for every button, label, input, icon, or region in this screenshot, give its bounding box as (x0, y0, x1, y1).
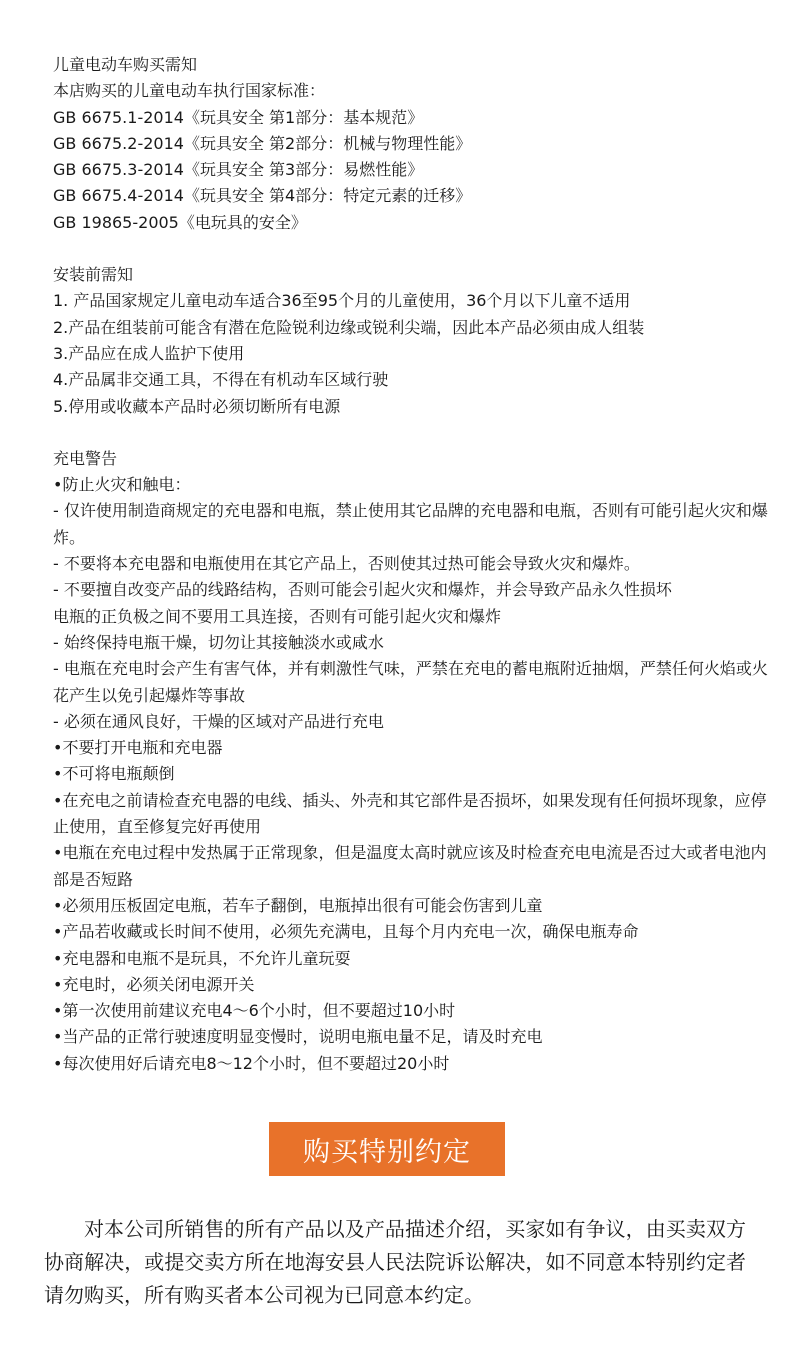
pre-install-item: 2.产品在组装前可能含有潜在危险锐利边缘或锐利尖端，因此本产品必须由成人组装 (53, 317, 645, 337)
pre-install-item: 3.产品应在成人监护下使用 (53, 343, 245, 363)
warning-item: •电瓶在充电过程中发热属于正常现象，但是温度太高时就应该及时检查充电电流是否过大或者电池内部是否短路 (53, 843, 767, 889)
warning-item: - 电瓶在充电时会产生有害气体，并有刺激性气味，严禁在充电的蓄电瓶附近抽烟，严禁任何火焰或火花产生以免引起爆炸等事故 (53, 659, 768, 705)
standard-line: GB 19865-2005《电玩具的安全》 (53, 212, 307, 232)
standard-line: GB 6675.1-2014《玩具安全 第1部分：基本规范》 (53, 107, 424, 127)
pre-install-title: 安装前需知 (53, 265, 134, 285)
warning-item: •防止火灾和触电： (53, 475, 191, 495)
warning-item: •在充电之前请检查充电器的电线、插头、外壳和其它部件是否损坏，如果发现有任何损坏现象，应停止使用，直至修复完好再使用 (53, 790, 767, 837)
warning-item: •不要打开电瓶和充电器 (53, 738, 223, 758)
standards-intro: 本店购买的儿童电动车执行国家标准： (53, 81, 326, 101)
standard-line: GB 6675.3-2014《玩具安全 第3部分：易燃性能》 (53, 160, 424, 180)
standard-line: GB 6675.4-2014《玩具安全 第4部分：特定元素的迁移》 (53, 186, 472, 206)
warning-item: •当产品的正常行驶速度明显变慢时，说明电瓶电量不足，请及时充电 (53, 1027, 543, 1047)
section-gap (53, 236, 773, 262)
warning-item: •产品若收藏或长时间不使用，必须先充满电，且每个月内充电一次，确保电瓶寿命 (53, 922, 639, 942)
pre-install-item: 1. 产品国家规定儿童电动车适合36至95个月的儿童使用，36个月以下儿童不适用 (53, 291, 631, 311)
warning-item: - 始终保持电瓶干燥，切勿让其接触淡水或咸水 (53, 632, 384, 652)
special-agreement-banner: 购买特别约定 (269, 1122, 505, 1176)
special-agreement-text: 对本公司所销售的所有产品以及产品描述介绍，买家如有争议，由买卖双方协商解决，或提交卖方所在地海安县人民法院诉讼解决，如不同意本特别约定者请勿购买，所有购买者本公司视为已同意本约定。 (44, 1217, 746, 1307)
warning-item: 电瓶的正负极之间不要用工具连接，否则有可能引起火灾和爆炸 (53, 606, 502, 626)
warning-item: •第一次使用前建议充电4～6个小时，但不要超过10小时 (53, 1001, 456, 1021)
warning-item: - 仅许使用制造商规定的充电器和电瓶，禁止使用其它品牌的充电器和电瓶，否则有可能引起火灾和爆炸。 (53, 501, 768, 547)
warning-item: •充电器和电瓶不是玩具，不允许儿童玩耍 (53, 948, 351, 968)
warning-item: •充电时，必须关闭电源开关 (53, 974, 255, 994)
notes-section (53, 52, 773, 1077)
pre-install-item: 5.停用或收藏本产品时必须切断所有电源 (53, 396, 341, 416)
warning-item: - 必须在通风良好，干燥的区域对产品进行充电 (53, 711, 384, 731)
warning-item: - 不要擅自改变产品的线路结构，否则可能会引起火灾和爆炸，并会导致产品永久性损坏 (53, 580, 672, 600)
warning-item: •必须用压板固定电瓶，若车子翻倒，电瓶掉出很有可能会伤害到儿童 (53, 895, 543, 915)
warning-item: •每次使用好后请充电8～12个小时，但不要超过20小时 (53, 1053, 450, 1073)
standard-line: GB 6675.2-2014《玩具安全 第2部分：机械与物理性能》 (53, 133, 472, 153)
pre-install-item: 4.产品属非交通工具，不得在有机动车区域行驶 (53, 370, 389, 390)
warning-item: - 不要将本充电器和电瓶使用在其它产品上，否则使其过热可能会导致火灾和爆炸。 (53, 554, 640, 574)
purchase-notes-title: 儿童电动车购买需知 (53, 55, 198, 74)
warning-item: •不可将电瓶颠倒 (53, 764, 175, 784)
section-gap (53, 420, 773, 446)
charging-warning-title: 充电警告 (53, 448, 118, 468)
